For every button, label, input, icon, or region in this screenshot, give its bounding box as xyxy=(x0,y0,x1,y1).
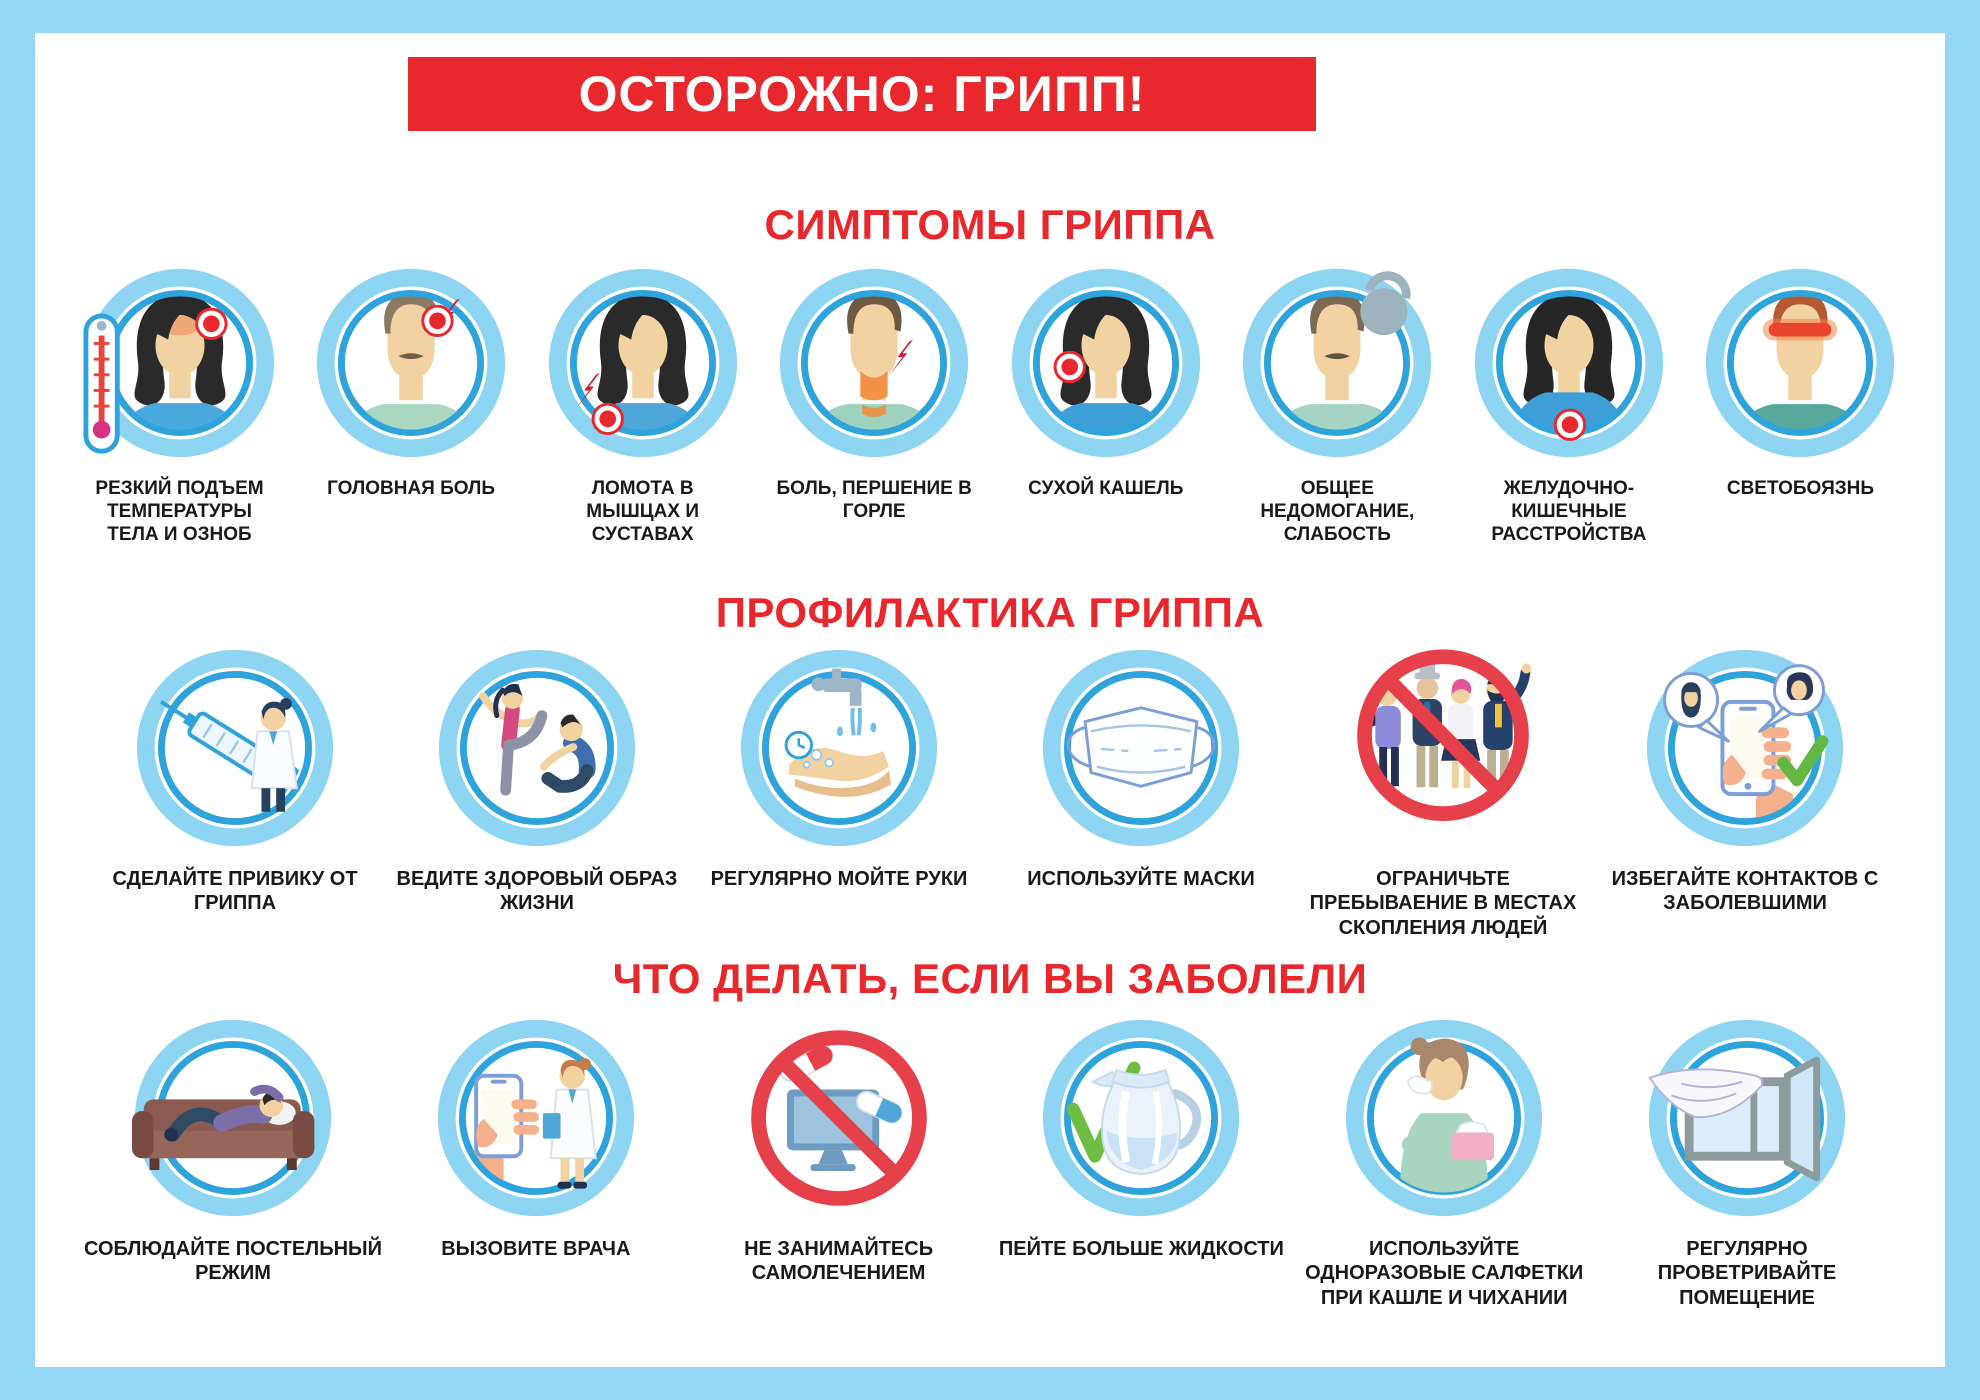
symptom-weakness-label: ОБЩЕЕ НЕДОМОГАНИЕ, СЛАБОСТЬ xyxy=(1260,478,1415,546)
symptom-fever-label: РЕЗКИЙ ПОДЪЕМ ТЕМПЕРАТУРЫ ТЕЛА И ОЗНОБ xyxy=(95,478,264,546)
sick-no-self-medication xyxy=(689,1015,989,1286)
prevention-mask xyxy=(993,645,1289,891)
prevention-remote-contact-label: ИЗБЕГАЙТЕ КОНТАКТОВ С ЗАБОЛЕВШИМИ xyxy=(1611,868,1879,915)
symptom-muscle-pain-label: ЛОМОТА В МЫШЦАХ И СУСТАВАХ xyxy=(586,478,699,546)
muscle-joint-pain-icon xyxy=(545,265,741,461)
stomach-upset-icon xyxy=(1471,265,1667,461)
prevention-row xyxy=(35,645,1945,940)
symptom-headache-label: ГОЛОВНАЯ БОЛЬ xyxy=(327,478,496,499)
symptom-fever xyxy=(65,265,294,547)
pain-dot xyxy=(593,404,622,433)
sick-ventilate xyxy=(1597,1015,1897,1310)
title-banner xyxy=(408,57,1316,131)
sick-drink-fluids xyxy=(991,1015,1291,1261)
symptom-dry-cough xyxy=(991,265,1220,500)
photophobia-icon xyxy=(1702,265,1898,461)
symptom-dry-cough-label: СУХОЙ КАШЕЛЬ xyxy=(1028,478,1184,499)
vaccine-syringe-icon xyxy=(132,645,338,851)
eye-band xyxy=(1769,323,1832,337)
weakness-kettlebell-icon xyxy=(1239,265,1435,461)
prevention-vaccine xyxy=(87,645,383,916)
cough-dot xyxy=(1055,352,1084,381)
hand-washing-icon xyxy=(736,645,942,851)
call-doctor-icon xyxy=(433,1015,639,1221)
timer-clock xyxy=(786,732,812,758)
bed-rest-couch-icon xyxy=(130,1015,336,1221)
pain-dot xyxy=(423,306,452,335)
no-self-medication-ban-icon xyxy=(736,1015,942,1221)
symptom-sore-throat-label: БОЛЬ, ПЕРШЕНИЕ В ГОРЛЕ xyxy=(776,478,972,523)
avoid-crowds-ban-icon xyxy=(1340,645,1546,851)
poster-canvas xyxy=(35,33,1945,1367)
ventilate-window-icon xyxy=(1644,1015,1850,1221)
sick-call-doctor xyxy=(386,1015,686,1261)
tissue-box xyxy=(1451,1133,1494,1160)
sick-drink-fluids-label: ПЕЙТЕ БОЛЬШЕ ЖИДКОСТИ xyxy=(998,1238,1284,1260)
prevention-wash-hands xyxy=(691,645,987,891)
prevention-avoid-crowds-label: ОГРАНИЧЬТЕ ПРЕБЫВАЕНИЕ В МЕСТАХ СКОПЛЕНИЯ ЛЮДЕЙ xyxy=(1309,868,1577,939)
disposable-tissues-icon xyxy=(1341,1015,1547,1221)
thermometer xyxy=(85,316,116,451)
sick-bed-rest xyxy=(83,1015,383,1286)
pain-dot xyxy=(196,309,225,338)
sick-row xyxy=(35,1015,1945,1310)
sick-no-self-medication-label: НЕ ЗАНИМАЙТЕСЬ САМОЛЕЧЕНИЕМ xyxy=(744,1238,934,1285)
symptom-sore-throat xyxy=(760,265,989,523)
sick-tissues xyxy=(1294,1015,1594,1310)
symptoms-row xyxy=(35,265,1945,547)
prevention-avoid-crowds xyxy=(1295,645,1591,940)
prevention-mask-label: ИСПОЛЬЗУЙТЕ МАСКИ xyxy=(1027,868,1255,890)
symptom-stomach-label: ЖЕЛУДОЧНО-КИШЕЧНЫЕ РАССТРОЙСТВА xyxy=(1491,478,1647,546)
prevention-lifestyle-label: ВЕДИТЕ ЗДОРОВЫЙ ОБРАЗ ЖИЗНИ xyxy=(396,868,678,915)
prevention-vaccine-label: СДЕЛАЙТЕ ПРИВИКУ ОТ ГРИППА xyxy=(112,868,358,915)
section-title-symptoms: СИМПТОМЫ ГРИППА xyxy=(764,201,1216,248)
section-title-prevention: ПРОФИЛАКТИКА ГРИППА xyxy=(715,589,1265,636)
badge-circle xyxy=(439,650,635,846)
healthy-lifestyle-icon xyxy=(434,645,640,851)
section-title-sick: ЧТО ДЕЛАТЬ, ЕСЛИ ВЫ ЗАБОЛЕЛИ xyxy=(612,955,1368,1002)
sick-tissues-label: ИСПОЛЬЗУЙТЕ ОДНОРАЗОВЫЕ САЛФЕТКИ ПРИ КАШЛЕ И ЧИХАНИИ xyxy=(1305,1238,1584,1309)
symptom-muscle-pain xyxy=(528,265,757,547)
symptom-photophobia xyxy=(1686,265,1915,500)
symptom-weakness xyxy=(1223,265,1452,547)
sick-call-doctor-label: ВЫЗОВИТЕ ВРАЧА xyxy=(441,1238,631,1260)
poster-title: ОСТОРОЖНО: ГРИПП! xyxy=(578,66,1146,122)
dry-cough-icon xyxy=(1008,265,1204,461)
face-mask-icon xyxy=(1038,645,1244,851)
symptom-stomach xyxy=(1454,265,1683,547)
prevention-wash-hands-label: РЕГУЛЯРНО МОЙТЕ РУКИ xyxy=(710,868,968,890)
symptom-photophobia-label: СВЕТОБОЯЗНЬ xyxy=(1726,478,1875,499)
drink-fluids-pitcher-icon xyxy=(1038,1015,1244,1221)
sore-throat-icon xyxy=(776,265,972,461)
prevention-lifestyle xyxy=(389,645,685,916)
prevention-remote-contact xyxy=(1597,645,1893,916)
sick-bed-rest-label: СОБЛЮДАЙТЕ ПОСТЕЛЬНЫЙ РЕЖИМ xyxy=(84,1238,382,1285)
symptom-headache xyxy=(297,265,526,500)
fever-thermometer-icon xyxy=(82,265,278,461)
sick-ventilate-label: РЕГУЛЯРНО ПРОВЕТРИВАЙТЕ ПОМЕЩЕНИЕ xyxy=(1657,1238,1837,1309)
headache-icon xyxy=(313,265,509,461)
pain-dot xyxy=(1555,410,1584,439)
remote-contact-phone-icon xyxy=(1642,645,1848,851)
clipboard xyxy=(543,1113,561,1139)
